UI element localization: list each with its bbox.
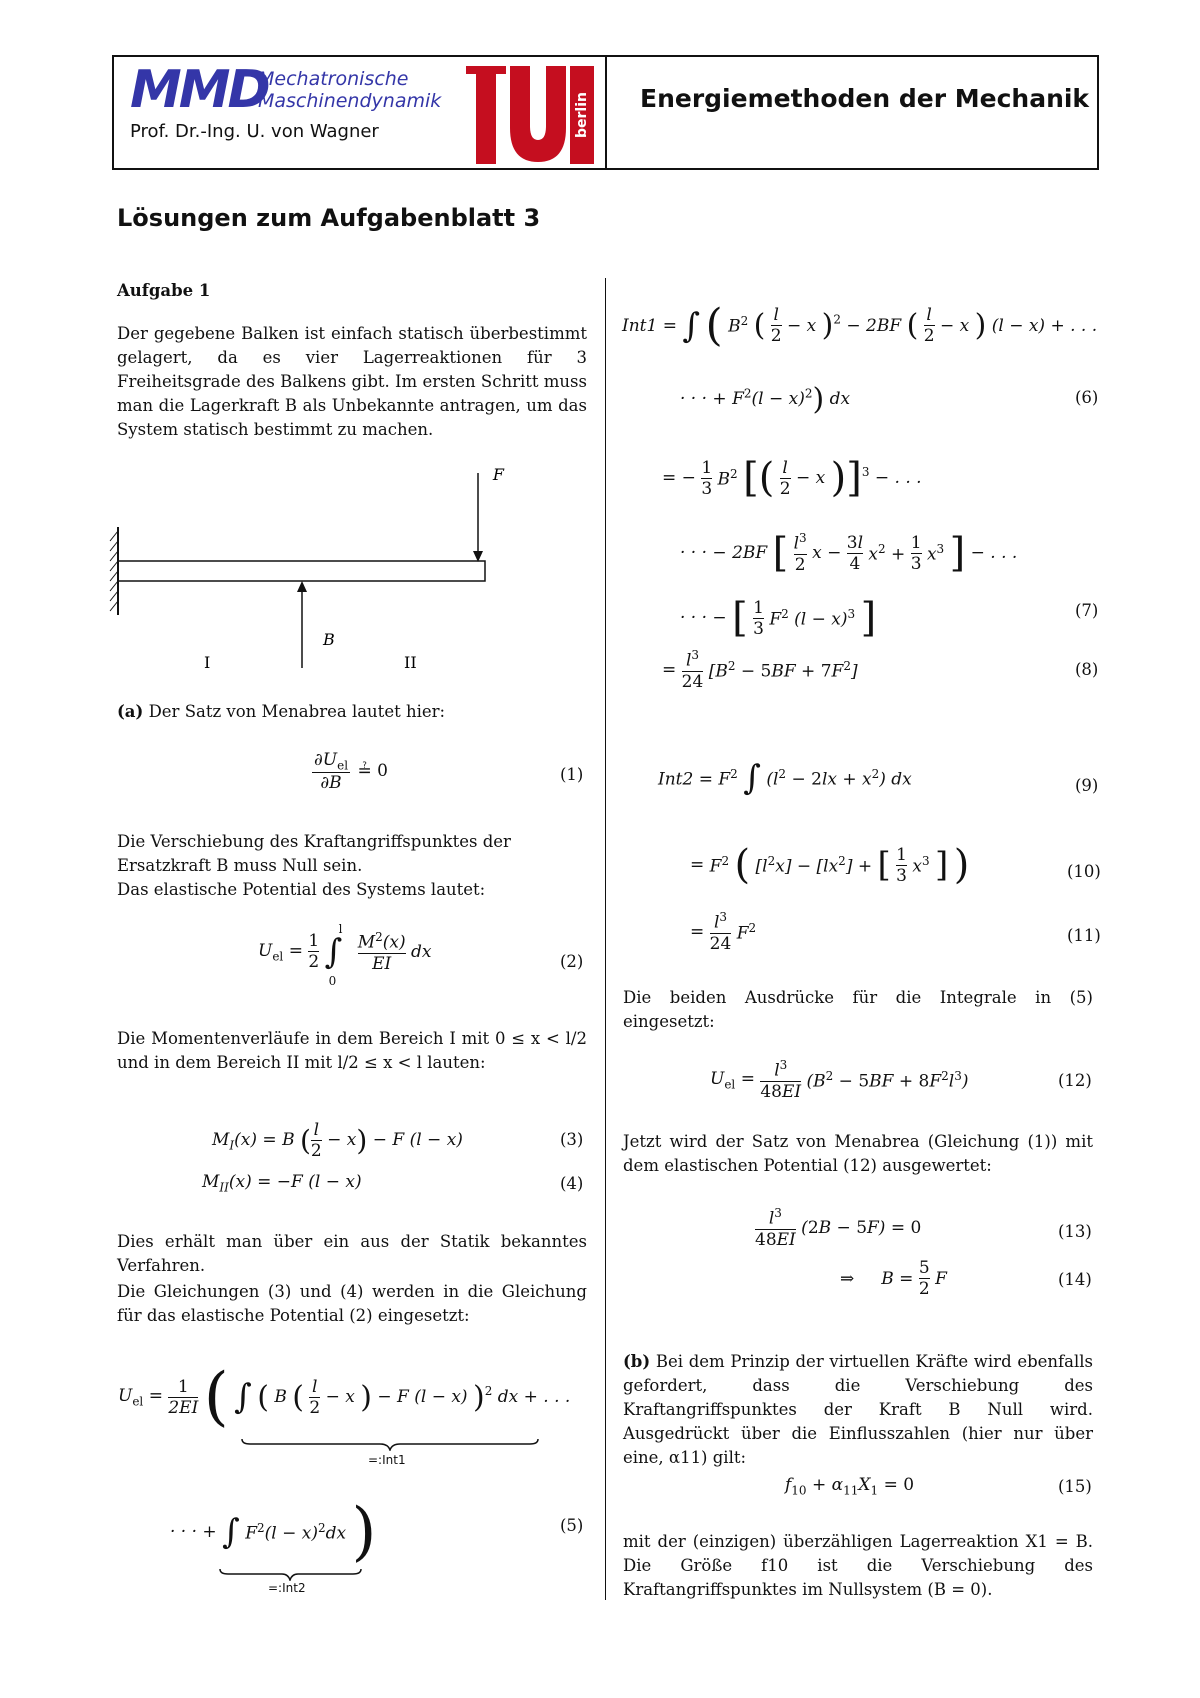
equation-6-line2: · · · + $F^2(l - x)^2$) dx xyxy=(680,382,851,417)
mmd-logo: MMD xyxy=(130,60,268,120)
page-title: Lösungen zum Aufgabenblatt 3 xyxy=(117,204,541,232)
equation-7-line1: = − $\frac{1}{3}$ $B^2$ [( $\frac{l}{2}$ − x )]$^3$ − . . . xyxy=(662,455,922,501)
equation-5-line2: · · · + ∫ $F^2(l - x)^2dx$ ) xyxy=(170,1495,377,1569)
equation-2-number: (2) xyxy=(560,952,584,971)
equation-1: $\partial U_{el}$ ∂B ≟ 0 xyxy=(314,750,388,794)
equation-5-line1: $U_{el}$ = $\frac{1}{2EI}$ ( ∫ ( B ( $\frac{l}{2}$ − x ) − F (l − x) )$^2$ dx + . . . xyxy=(118,1360,571,1434)
region-2-label: II xyxy=(404,653,417,672)
equation-10: = $F^2$ ( $[l^2x] - [lx^2]$ + [ $\frac{1}{3}$ $x^3$ ] ) xyxy=(690,842,970,888)
equation-11-number: (11) xyxy=(1067,926,1101,945)
intro-paragraph: Der gegebene Balken ist einfach statisch überbestimmt gelagert, da es vier Lagerreaktionen für 3 Freiheitsgrade des Balkens gibt. Im ersten Schritt muss man die Lagerkraft B als Unbekannte antragen, um das System statisch bestimmt zu machen. xyxy=(117,324,587,439)
mmd-logo-line1: Mechatronische xyxy=(258,68,409,90)
equation-4-number: (4) xyxy=(560,1174,584,1193)
equation-15: $f_{10} + \alpha_{11}X_1 = 0$ xyxy=(785,1475,915,1498)
part-b-label: (b) xyxy=(623,1352,651,1371)
equation-7-number: (7) xyxy=(1075,601,1099,620)
equation-14: ⇒ B = $\frac{5}{2}$ F xyxy=(840,1258,947,1299)
equation-8: = $\frac{l^3}{24}$ $[B^2 - 5BF + 7F^2]$ xyxy=(662,648,858,692)
force-f-label: F xyxy=(492,465,504,484)
int1-brace xyxy=(240,1437,540,1451)
equation-12: $U_{el}$ = $\frac{l^3}{48EI}$ $(B^2 - 5BF + 8F^2l^3)$ xyxy=(710,1058,969,1102)
displacement-text: Die Verschiebung des Kraftangriffspunktes der Ersatzkraft B muss Null sein. xyxy=(117,832,511,875)
equation-6-number: (6) xyxy=(1075,388,1099,407)
part-b xyxy=(623,1350,1093,1470)
equation-3-number: (3) xyxy=(560,1130,584,1149)
region-1-label: I xyxy=(204,653,211,672)
equation-10-number: (10) xyxy=(1067,862,1101,881)
equation-7-line3: · · · − [ $\frac{1}{3}$ $F^2$ $(l - x)^3$ ] xyxy=(680,595,877,641)
equation-12-number: (12) xyxy=(1058,1071,1092,1090)
beam-figure xyxy=(108,465,508,680)
moments-text: Die Momentenverläufe in dem Bereich I mit 0 ≤ x < l/2 und in dem Bereich II mit l/2 ≤ x < l lauten: xyxy=(117,1029,587,1072)
int2-brace xyxy=(218,1567,363,1581)
course-title: Energiemethoden der Mechanik xyxy=(640,84,1090,113)
equation-2: $U_{el}$ = $\frac{1}{2}$ ∫ l 0 $\frac{M^2(x)}{EI}$ dx xyxy=(258,921,432,988)
equation-3: $M_I(x) = B$ ( $\frac{l}{2}$ − x) − F (l − x) xyxy=(212,1120,463,1161)
int1-label: =:Int1 xyxy=(368,1453,406,1467)
equation-9-number: (9) xyxy=(1075,776,1099,795)
column-divider xyxy=(605,278,606,1600)
both-integrals-text: Die beiden Ausdrücke für die Integrale in (5) eingesetzt: xyxy=(623,988,1093,1031)
mmd-logo-line2: Maschinendynamik xyxy=(258,90,442,112)
equation-11: = $\frac{l^3}{24}$ $F^2$ xyxy=(690,910,757,954)
equation-7-line2: · · · − 2BF [ $\frac{l^3}{2}$ x − $\frac{3l}{4}$ $x^2$ + $\frac{1}{3}$ $x^3$ ] − . . . xyxy=(680,530,1018,576)
equation-13-number: (13) xyxy=(1058,1222,1092,1241)
equation-6-line1: Int1 = ∫ ( $B^2$ ( $\frac{l}{2}$ − x )$^2$ − 2BF ( $\frac{l}{2}$ − x ) (l − x) + . . . xyxy=(622,300,1098,351)
part-a-text: Der Satz von Menabrea lautet hier: xyxy=(148,702,446,721)
part-a-label: (a) xyxy=(117,702,144,721)
int2-label: =:Int2 xyxy=(268,1581,306,1595)
equation-15-number: (15) xyxy=(1058,1477,1092,1496)
equation-4: $M_{II}(x) = -F$ (l − x) xyxy=(202,1172,362,1195)
header-divider xyxy=(605,55,607,170)
part-a xyxy=(117,700,445,724)
insert-text: Die Gleichungen (3) und (4) werden in die Gleichung für das elastische Potential (2) eingesetzt: xyxy=(117,1282,587,1325)
equation-5-number: (5) xyxy=(560,1516,584,1535)
menabrea-text: Jetzt wird der Satz von Menabrea (Gleichung (1)) mit dem elastischen Potential (12) ausgewertet: xyxy=(623,1132,1093,1175)
exercise-heading: Aufgabe 1 xyxy=(117,281,211,300)
final-text: mit der (einzigen) überzähligen Lagerreaktion X1 = B. Die Größe f10 ist die Verschiebung des Kraftangriffspunktes im Nullsystem (B = 0). xyxy=(623,1532,1093,1599)
equation-1-number: (1) xyxy=(560,765,584,784)
equation-8-number: (8) xyxy=(1075,660,1099,679)
part-b-text: Bei dem Prinzip der virtuellen Kräfte wird ebenfalls gefordert, dass die Verschiebung des Kraftangriffspunktes der Kraft B Null wird. Ausgedrückt über die Einflusszahlen (hier nur über eine, α11) gilt: xyxy=(623,1352,1093,1467)
professor-name: Prof. Dr.-Ing. U. von Wagner xyxy=(130,121,379,142)
statik-text: Dies erhält man über ein aus der Statik bekanntes Verfahren. xyxy=(117,1232,587,1275)
force-b-label: B xyxy=(323,630,335,649)
tu-berlin-logo xyxy=(466,66,594,164)
equation-9: $Int2 = F^2$ ∫ $(l^2 - 2lx + x^2)$ dx xyxy=(658,758,912,798)
equation-13: $\frac{l^3}{48EI}$ (2B − 5F) = 0 xyxy=(755,1206,922,1250)
potential-text: Das elastische Potential des Systems lautet: xyxy=(117,880,486,899)
equation-14-number: (14) xyxy=(1058,1270,1092,1289)
tu-logo-text: berlin xyxy=(574,92,590,138)
